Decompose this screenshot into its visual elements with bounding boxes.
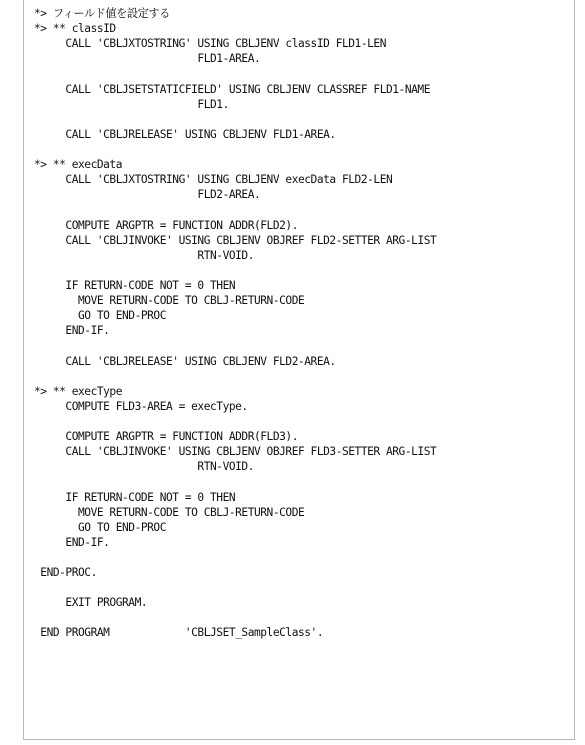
code-line: FLD2-AREA. <box>34 188 261 202</box>
code-listing <box>34 6 436 641</box>
code-line <box>34 112 436 127</box>
code-line: FLD1-AREA. <box>34 52 261 66</box>
code-line: *> ** execType <box>34 384 122 398</box>
code-line: CALL 'CBLJRELEASE' USING CBLJENV FLD2-AREA. <box>34 354 336 368</box>
code-line: COMPUTE FLD3-AREA = execType. <box>34 399 248 413</box>
code-line: IF RETURN-CODE NOT = 0 THEN <box>34 278 236 292</box>
code-line: *> フィールド値を設定する <box>34 7 170 20</box>
code-line: CALL 'CBLJXTOSTRING' USING CBLJENV execData FLD2-LEN <box>34 173 393 187</box>
code-line: CALL 'CBLJINVOKE' USING CBLJENV OBJREF FLD2-SETTER ARG-LIST <box>34 233 437 247</box>
code-line <box>34 580 436 595</box>
code-line: FLD1. <box>34 97 229 111</box>
code-line: EXIT PROGRAM. <box>34 596 148 610</box>
code-line <box>34 369 436 384</box>
code-line <box>34 610 436 625</box>
code-line <box>34 550 436 565</box>
code-line: GO TO END-PROC <box>34 309 166 323</box>
code-line: RTN-VOID. <box>34 460 254 474</box>
code-line: GO TO END-PROC <box>34 520 166 534</box>
code-line: MOVE RETURN-CODE TO CBLJ-RETURN-CODE <box>34 294 305 308</box>
code-line: END-IF. <box>34 324 110 338</box>
code-line <box>34 474 436 489</box>
code-line: END-PROC. <box>34 566 97 580</box>
code-line <box>34 338 436 353</box>
code-line: CALL 'CBLJSETSTATICFIELD' USING CBLJENV CLASSREF FLD1-NAME <box>34 82 430 96</box>
code-line <box>34 142 436 157</box>
code-line <box>34 202 436 217</box>
code-line: MOVE RETURN-CODE TO CBLJ-RETURN-CODE <box>34 505 305 519</box>
code-line <box>34 263 436 278</box>
code-line: CALL 'CBLJXTOSTRING' USING CBLJENV classID FLD1-LEN <box>34 37 386 51</box>
code-line: CALL 'CBLJRELEASE' USING CBLJENV FLD1-AREA. <box>34 127 336 141</box>
code-line: END PROGRAM 'CBLJSET_SampleClass'. <box>34 626 324 640</box>
code-line <box>34 414 436 429</box>
code-line: IF RETURN-CODE NOT = 0 THEN <box>34 490 236 504</box>
code-line: RTN-VOID. <box>34 248 254 262</box>
code-line: END-IF. <box>34 535 110 549</box>
code-listing-box <box>23 0 575 740</box>
code-line <box>34 66 436 81</box>
code-line: CALL 'CBLJINVOKE' USING CBLJENV OBJREF FLD3-SETTER ARG-LIST <box>34 445 437 459</box>
code-line: COMPUTE ARGPTR = FUNCTION ADDR(FLD2). <box>34 218 298 232</box>
code-line: *> ** classID <box>34 22 116 36</box>
code-line: *> ** execData <box>34 158 122 172</box>
code-line: COMPUTE ARGPTR = FUNCTION ADDR(FLD3). <box>34 430 298 444</box>
